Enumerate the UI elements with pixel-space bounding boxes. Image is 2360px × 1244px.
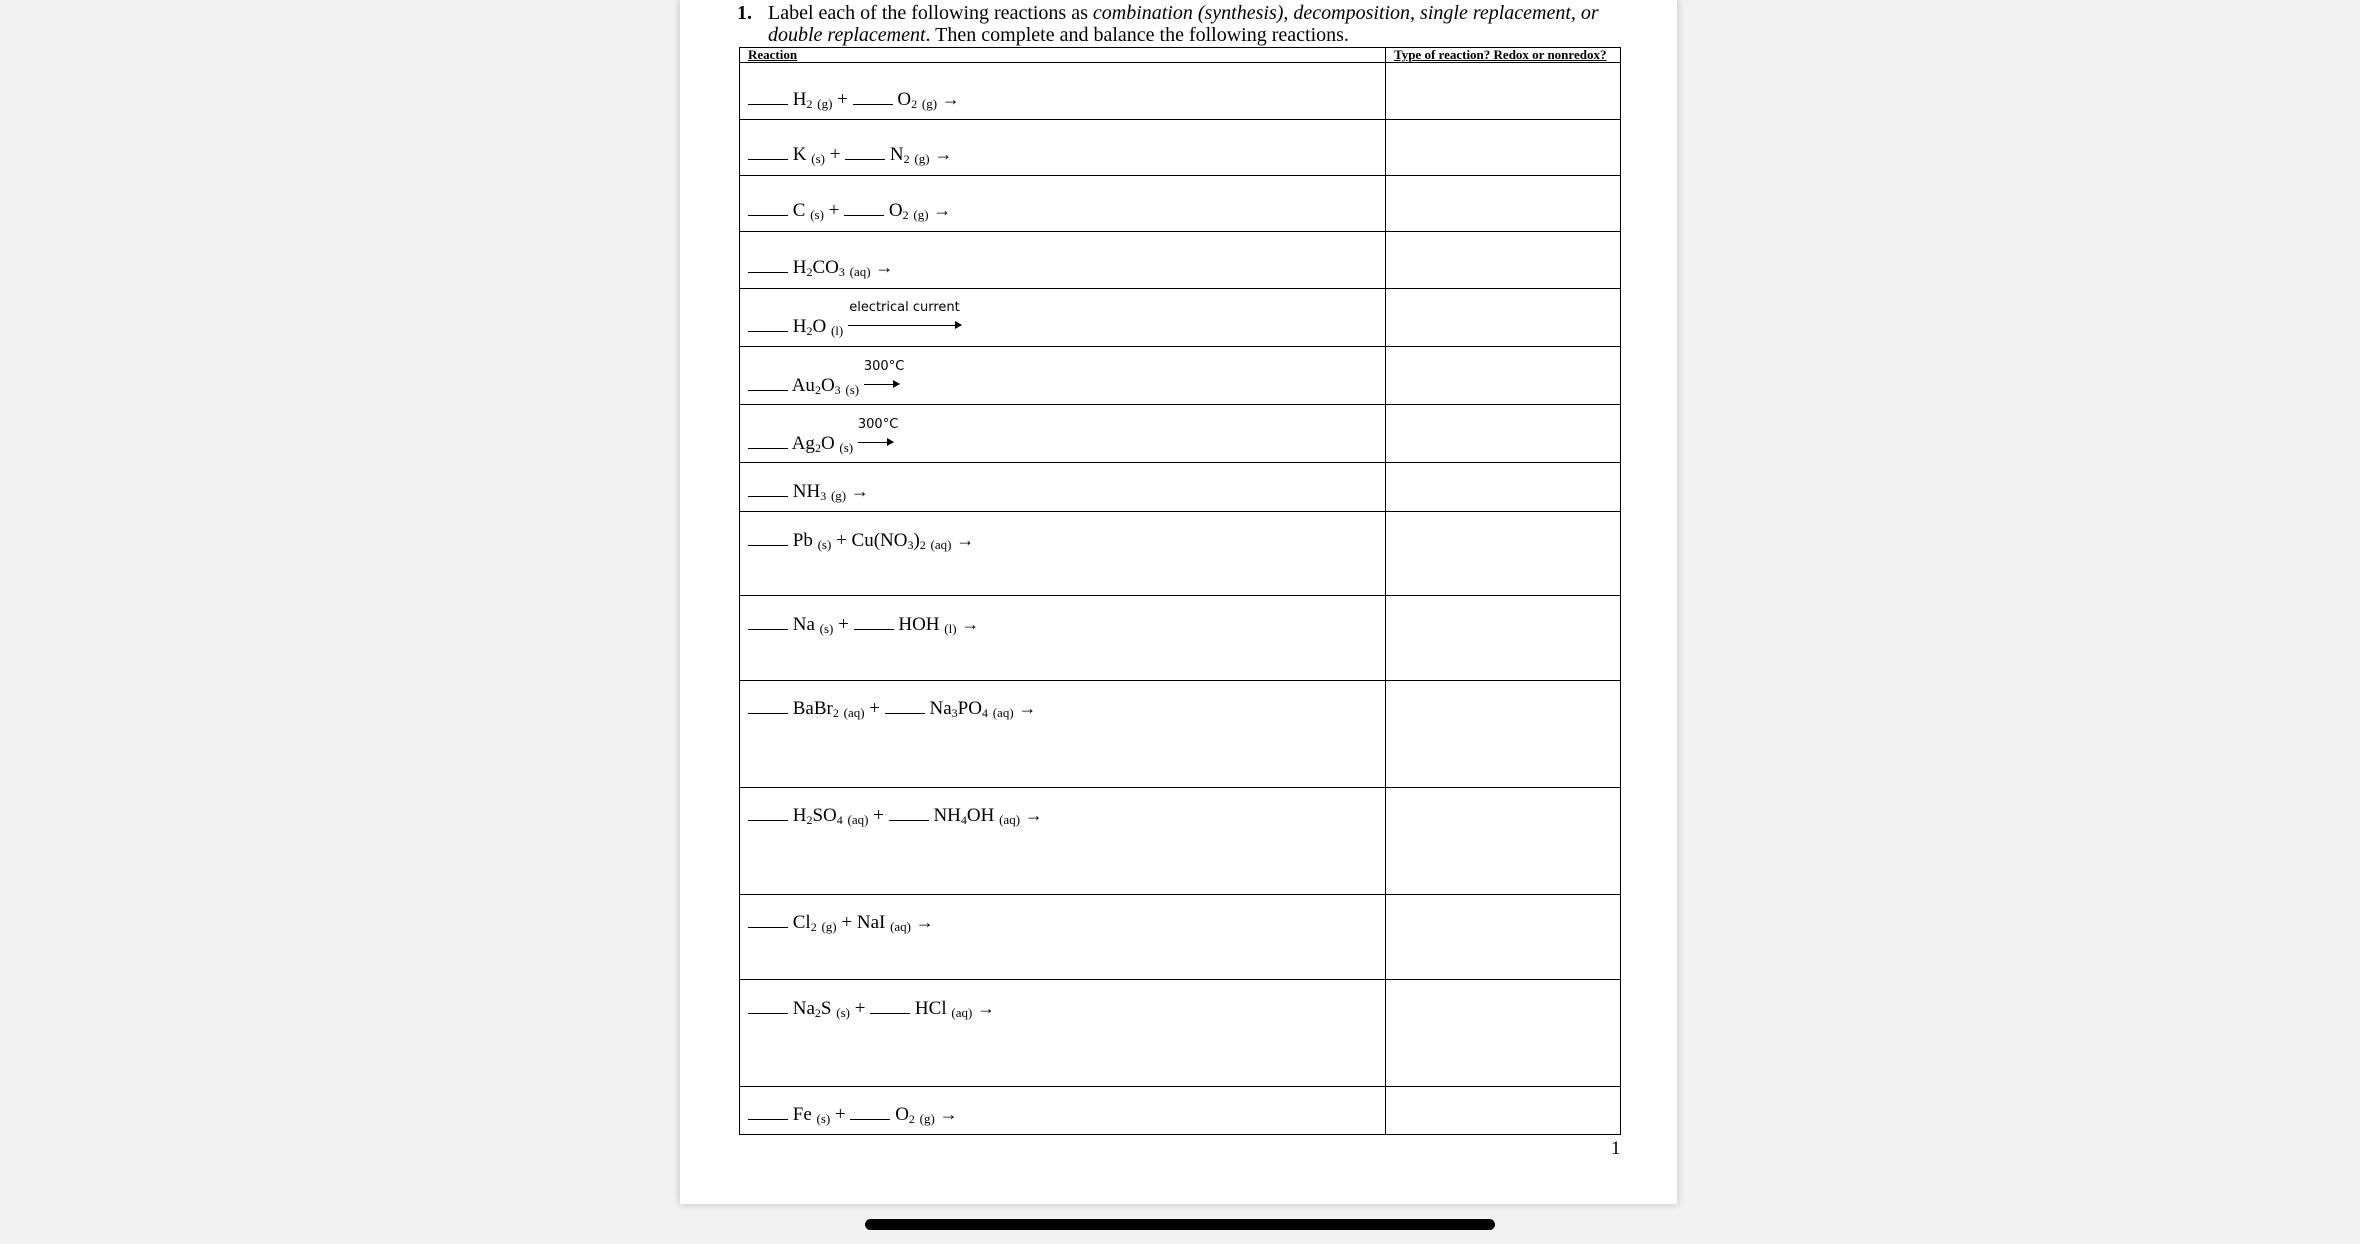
table-row <box>740 895 1621 980</box>
coefficient-blank[interactable] <box>748 527 788 546</box>
coefficient-blank[interactable] <box>748 372 788 391</box>
coefficient-blank[interactable] <box>748 197 788 216</box>
coefficient-blank[interactable] <box>844 197 884 216</box>
reaction-equation: C $(s) + O_2$ (g) → <box>748 197 951 226</box>
coefficient-blank[interactable] <box>748 1101 788 1120</box>
coefficient-blank[interactable] <box>748 695 788 714</box>
table-row <box>740 463 1621 512</box>
table-row <box>740 120 1621 176</box>
coefficient-blank[interactable] <box>748 802 788 821</box>
table-row <box>740 681 1621 788</box>
coefficient-blank[interactable] <box>748 86 788 105</box>
worksheet-page <box>680 0 1677 1204</box>
arrow-icon: → <box>915 912 934 932</box>
reaction-equation: $H_2CO_3$ (aq) → <box>748 254 893 283</box>
coefficient-blank[interactable] <box>748 141 788 160</box>
table-row <box>740 232 1621 289</box>
coefficient-blank[interactable] <box>854 611 894 630</box>
arrow-icon: → <box>1018 698 1037 718</box>
type-answer-cell[interactable] <box>1386 1087 1621 1135</box>
coefficient-blank[interactable] <box>748 995 788 1014</box>
table-header-row <box>740 48 1621 63</box>
reaction-equation: $Na_2S$ (s) + HCl (aq) → <box>748 995 995 1024</box>
arrow-icon: → <box>850 481 869 501</box>
type-answer-cell[interactable] <box>1386 463 1621 512</box>
arrow-icon: → <box>941 89 960 109</box>
coefficient-blank[interactable] <box>845 141 885 160</box>
reaction-equation: $Cl_2$ (g) + NaI (aq) → <box>748 909 934 938</box>
table-row <box>740 289 1621 347</box>
coefficient-blank[interactable] <box>885 695 925 714</box>
coefficient-blank[interactable] <box>748 254 788 273</box>
table-row <box>740 347 1621 405</box>
type-column-header: Type of reaction? Redox or nonredox? <box>1386 48 1621 63</box>
coefficient-blank[interactable] <box>853 86 893 105</box>
table-row <box>740 980 1621 1087</box>
reaction-equation: Pb $(s) + Cu(NO_3)_2$ (aq) → <box>748 527 974 556</box>
type-answer-cell[interactable] <box>1386 895 1621 980</box>
coefficient-blank[interactable] <box>748 478 788 497</box>
reaction-equation: $NH_3$ (g) → <box>748 478 869 507</box>
reaction-equation: BaBr$_2$ $(aq) + Na_3PO_4$ (aq) → <box>748 695 1036 724</box>
coefficient-blank[interactable] <box>748 909 788 928</box>
coefficient-blank[interactable] <box>748 313 788 332</box>
type-answer-cell[interactable] <box>1386 512 1621 596</box>
type-answer-cell[interactable] <box>1386 232 1621 289</box>
type-answer-cell[interactable] <box>1386 980 1621 1087</box>
reaction-equation: Fe $(s) + O_2$ (g) → <box>748 1101 958 1130</box>
type-answer-cell[interactable] <box>1386 63 1621 120</box>
conditional-arrow-icon <box>863 359 905 397</box>
type-answer-cell[interactable] <box>1386 405 1621 463</box>
reaction-equation: $H_2O$ (l) electrical current <box>748 313 961 342</box>
arrow-icon: → <box>939 1104 958 1124</box>
reaction-equation: $Au_2O_3$ (s) 300°C <box>748 372 899 401</box>
type-answer-cell[interactable] <box>1386 347 1621 405</box>
reaction-equation: K $(s) + N_2$ (g) → <box>748 141 952 170</box>
table-row <box>740 596 1621 681</box>
reaction-types: combination (synthesis), decomposition, single replacement, or double replacement <box>768 2 1599 46</box>
reaction-condition: 300°C <box>863 359 905 374</box>
table-row <box>740 405 1621 463</box>
table-row <box>740 512 1621 596</box>
question-number: 1. <box>737 2 752 24</box>
reaction-table <box>739 47 1621 1135</box>
coefficient-blank[interactable] <box>889 802 929 821</box>
reaction-condition: electrical current <box>849 300 960 315</box>
table-row <box>740 1087 1621 1135</box>
reaction-equation: Na (s) + HOH (l) → <box>748 611 979 640</box>
reaction-equation: $Ag_2O$ (s) 300°C <box>748 430 893 459</box>
type-answer-cell[interactable] <box>1386 788 1621 895</box>
table-row <box>740 63 1621 120</box>
arrow-icon: → <box>977 998 996 1018</box>
arrow-icon: → <box>956 530 975 550</box>
coefficient-blank[interactable] <box>748 611 788 630</box>
table-row <box>740 176 1621 232</box>
type-answer-cell[interactable] <box>1386 120 1621 176</box>
question-text: Label each of the following reactions as combination (synthesis), decomposition, single replacement, or double replacement. Then complete and balance the following reactions. <box>768 2 1599 46</box>
arrow-icon: → <box>934 144 953 164</box>
page-number: 1 <box>1611 1138 1621 1159</box>
type-answer-cell[interactable] <box>1386 681 1621 788</box>
arrow-icon: → <box>875 257 894 277</box>
reaction-equation: $H_2$ $(g) + O_2$ (g) → <box>748 86 960 115</box>
coefficient-blank[interactable] <box>870 995 910 1014</box>
table-row <box>740 788 1621 895</box>
type-answer-cell[interactable] <box>1386 176 1621 232</box>
reaction-column-header: Reaction <box>740 48 1386 63</box>
arrow-icon: → <box>961 614 980 634</box>
reaction-condition: 300°C <box>857 417 899 432</box>
home-indicator[interactable] <box>865 1219 1495 1230</box>
conditional-arrow-icon <box>857 417 899 455</box>
arrow-icon: → <box>1024 805 1043 825</box>
coefficient-blank[interactable] <box>850 1101 890 1120</box>
reaction-equation: $H_2SO_4$ $(aq) + NH_4OH$ (aq) → <box>748 802 1043 831</box>
type-answer-cell[interactable] <box>1386 289 1621 347</box>
coefficient-blank[interactable] <box>748 430 788 449</box>
arrow-icon: → <box>933 200 952 220</box>
type-answer-cell[interactable] <box>1386 596 1621 681</box>
